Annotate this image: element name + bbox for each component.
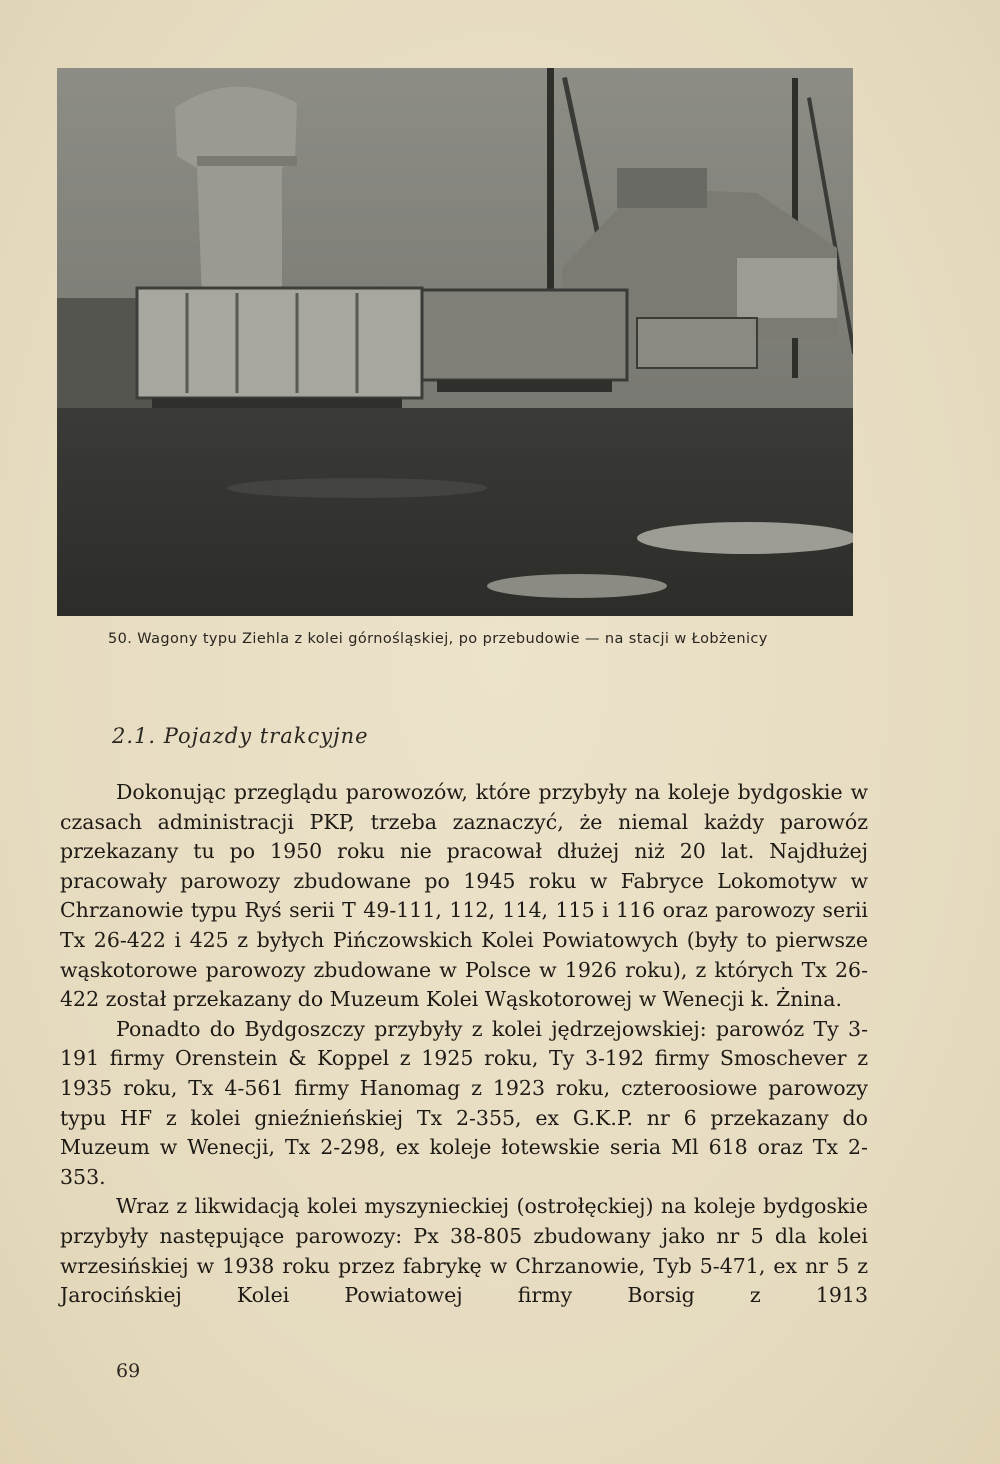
figure-caption: 50. Wagony typu Ziehla z kolei górnośląskiej, po przebudowie — na stacji w Łobżenicy	[108, 631, 768, 647]
photograph-narrow-gauge-wagons	[57, 68, 853, 616]
paragraph: Ponadto do Bydgoszczy przybyły z kolei jędrzejowskiej: parowóz Ty 3-191 firmy Orenstein & Koppel z 1925 roku, Ty 3-192 firmy Smoschever z 1935 roku, Tx 4-561 firmy Hanomag z 1923 roku, czteroosiowe parowozy typu HF z kolei gnieźnieńskiej Tx 2-355, ex G.K.P. nr 6 przekazany do Muzeum w Wenecji, Tx 2-298, ex koleje łotewskie seria Ml 618 oraz Tx 2-353.	[60, 1016, 868, 1189]
section-heading: 2.1. Pojazdy trakcyjne	[112, 724, 369, 748]
body-text	[60, 778, 868, 1311]
paragraph: Wraz z likwidacją kolei myszynieckiej (ostrołęckiej) na koleje bydgoskie przybyły następujące parowozy: Px 38-805 zbudowany jako nr 5 dla kolei wrzesińskiej w 1938 roku przez fabrykę w Chrzanowie, Tyb 5-471, ex nr 5 z Jarocińskiej Kolei Powiatowej firmy Borsig z 1913	[60, 1194, 868, 1308]
station-photo-illustration	[57, 68, 853, 616]
page-number: 69	[116, 1360, 141, 1382]
paragraph: Dokonując przeglądu parowozów, które przybyły na koleje bydgoskie w czasach administracji PKP, trzeba zaznaczyć, że niemal każdy parowóz przekazany tu po 1950 roku nie pracował dłużej niż 20 lat. Najdłużej pracowały parowozy zbudowane po 1945 roku w Fabryce Lokomotyw w Chrzanowie typu Ryś serii T 49-111, 112, 114, 115 i 116 oraz parowozy serii Tx 26-422 i 425 z byłych Pińczowskich Kolei Powiatowych (były to pierwsze wąskotorowe parowozy zbudowane w Polsce w 1926 roku), z których Tx 26-422 został przekazany do Muzeum Kolei Wąskotorowej w Wenecji k. Żnina.	[60, 780, 868, 1012]
